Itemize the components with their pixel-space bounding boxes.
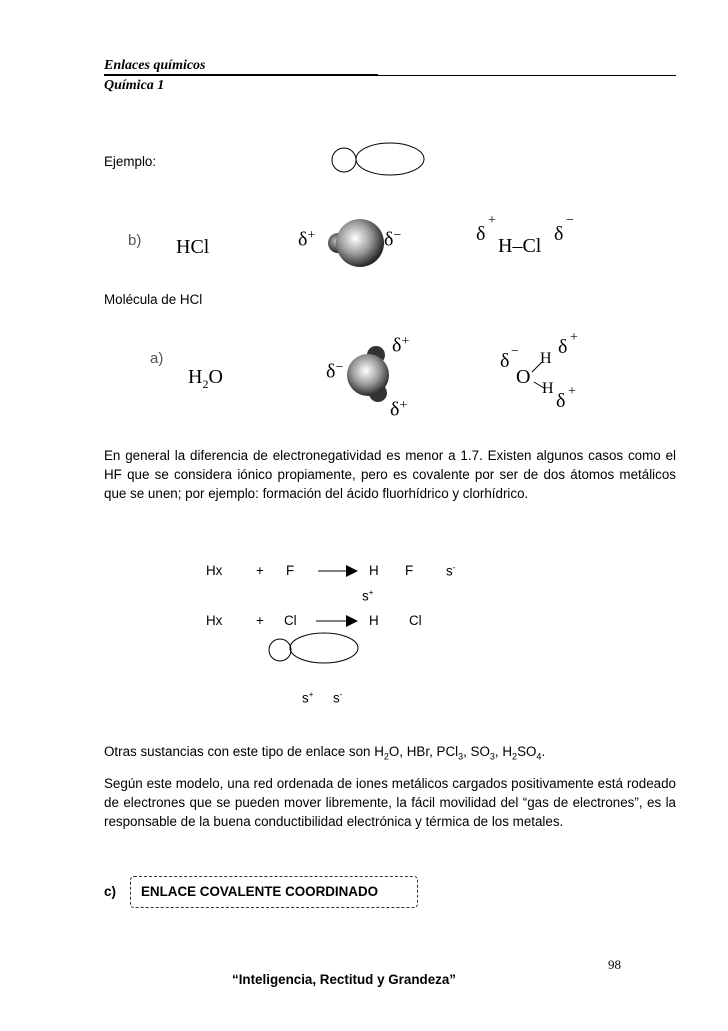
eq2-arrow xyxy=(316,614,360,628)
h2o-delta-plus-top: δ+ xyxy=(392,334,410,357)
h2o-delta-minus: δ− xyxy=(326,360,344,383)
eq2-s-minus: s- xyxy=(333,690,343,706)
paragraph-electronegativity: En general la diferencia de electronegatividad es menor a 1.7. Existen algunos casos como el HF que se considera iónico propiamente, pero es covalente por ser de dos átomos metálicos que se unen; por ejemplo: formación del ácido fluorhídrico y clorhídrico. xyxy=(104,448,676,501)
eq2-cl: Cl xyxy=(284,613,297,628)
example-label: Ejemplo: xyxy=(104,154,157,169)
paragraph-metal-model: Según este modelo, una red ordenada de iones metálicos cargados positivamente está rodeado de electrones que se pueden mover libremente, la fácil movilidad del “gas de electrones”, es la responsable de la buena conductibilidad electrónica y térmica de los metales. xyxy=(104,776,676,829)
header-rule xyxy=(104,75,676,76)
header-subtitle: Química 1 xyxy=(104,78,165,93)
hcl-bond-diagram: δ + H–Cl δ − xyxy=(476,213,574,257)
section-title-box xyxy=(130,876,418,908)
eq2-plus: + xyxy=(256,613,264,628)
eq1-f-product: F xyxy=(405,563,414,578)
eq1-f: F xyxy=(286,563,295,578)
eq2-hx: Hx xyxy=(206,613,223,628)
hcl-molecule-image xyxy=(326,215,386,271)
orbital-shape-2 xyxy=(266,630,366,670)
hcl-formula: HCl xyxy=(176,236,210,258)
figure-label-a: a) xyxy=(150,350,164,367)
figure-label-b: b) xyxy=(128,232,142,249)
eq2-h: H xyxy=(369,613,379,628)
eq1-s-plus: s+ xyxy=(362,588,374,604)
orbital-shape-1 xyxy=(328,140,428,180)
eq1-hx: Hx xyxy=(206,563,223,578)
paragraph-other-substances: Otras sustancias con este tipo de enlace son $H_2O$, HBr, PCl$_3$, $SO_3$, $H_2SO_4$. xyxy=(104,744,546,762)
eq1-h: H xyxy=(369,563,379,578)
eq2-cl-product: Cl xyxy=(409,613,422,628)
eq1-arrow xyxy=(318,564,360,578)
h2o-delta-plus-bottom: δ+ xyxy=(390,398,408,421)
footer-motto: “Inteligencia, Rectitud y Grandeza” xyxy=(232,972,456,987)
hcl-delta-minus: δ− xyxy=(384,228,402,251)
page-number: 98 xyxy=(608,957,621,972)
eq1-plus: + xyxy=(256,563,264,578)
h2o-molecule-image xyxy=(340,345,400,405)
hcl-delta-plus: δ+ xyxy=(298,228,316,251)
hcl-caption: Molécula de HCl xyxy=(104,292,203,307)
section-title: ENLACE COVALENTE COORDINADO xyxy=(141,884,379,899)
header-title: Enlaces químicos xyxy=(104,58,206,73)
h2o-bond-diagram: δ − O H δ + H δ + xyxy=(500,330,578,412)
eq2-s-plus: s+ xyxy=(302,690,314,706)
eq1-s-minus: s- xyxy=(446,563,456,579)
section-letter: c) xyxy=(104,884,116,899)
h2o-formula: $H_2O$ xyxy=(188,366,223,391)
